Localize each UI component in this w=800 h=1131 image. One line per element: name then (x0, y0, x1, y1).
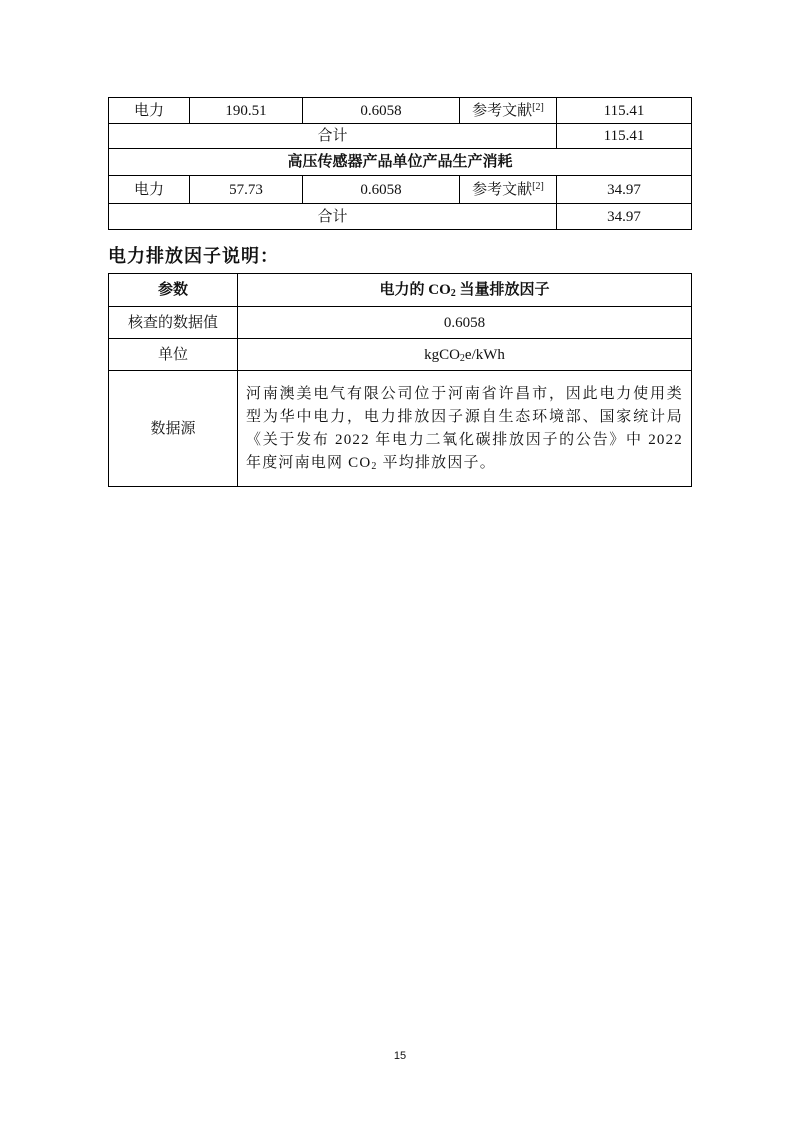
total-row (109, 204, 692, 230)
total-label: 合计 (109, 204, 557, 230)
section-title-row (109, 149, 692, 176)
reference-marker: [2] (532, 101, 544, 113)
source-text-end: 平均排放因子。 (377, 454, 496, 471)
factor-cell: 0.6058 (303, 176, 460, 204)
table-row (109, 339, 692, 371)
factor-cell: 0.6058 (303, 98, 460, 124)
total-value: 115.41 (557, 124, 692, 149)
emissions-table (108, 97, 692, 230)
page-number: 15 (393, 1050, 407, 1062)
value-label: 核查的数据值 (109, 307, 238, 339)
table-row (109, 307, 692, 339)
table-row (109, 176, 692, 204)
unit-label: 单位 (109, 339, 238, 371)
table-row (109, 98, 692, 124)
factor-header-suffix: 当量排放因子 (455, 282, 550, 298)
factor-header-prefix: 电力的 CO (379, 282, 451, 298)
total-value: 34.97 (557, 204, 692, 230)
unit-cell (238, 339, 692, 371)
value-cell: 0.6058 (238, 307, 692, 339)
total-row (109, 124, 692, 149)
reference-marker: [2] (532, 180, 544, 192)
emission-cell: 34.97 (557, 176, 692, 204)
emission-factor-table (108, 273, 692, 487)
subscript: 2 (459, 352, 465, 364)
table-row (109, 371, 692, 487)
subscript: 2 (371, 460, 378, 472)
source-text-main: 河南澳美电气有限公司位于河南省许昌市，因此电力使用类型为华中电力，电力排放因子源自生态环境部、国家统计局《关于发布 2022 年电力二氧化碳排放因子的公告》中 2022 年度河南电网 CO (246, 385, 683, 471)
consumption-cell: 57.73 (190, 176, 303, 204)
param-header: 参数 (109, 274, 238, 307)
source-label: 数据源 (109, 371, 238, 487)
section-heading: 电力排放因子说明： (108, 246, 279, 266)
source-cell (460, 98, 557, 124)
unit-prefix: kgCO (424, 346, 460, 363)
source-text: 参考文献 (472, 181, 533, 198)
factor-header (238, 274, 692, 307)
section-title: 高压传感器产品单位产品生产消耗 (109, 149, 692, 176)
source-cell (460, 176, 557, 204)
unit-suffix: e/kWh (464, 346, 505, 363)
emission-cell: 115.41 (557, 98, 692, 124)
item-cell: 电力 (109, 176, 190, 204)
total-label: 合计 (109, 124, 557, 149)
source-text: 参考文献 (472, 102, 533, 119)
consumption-cell: 190.51 (190, 98, 303, 124)
source-description (238, 371, 692, 487)
item-cell: 电力 (109, 98, 190, 124)
header-row (109, 274, 692, 307)
subscript: 2 (450, 288, 456, 299)
